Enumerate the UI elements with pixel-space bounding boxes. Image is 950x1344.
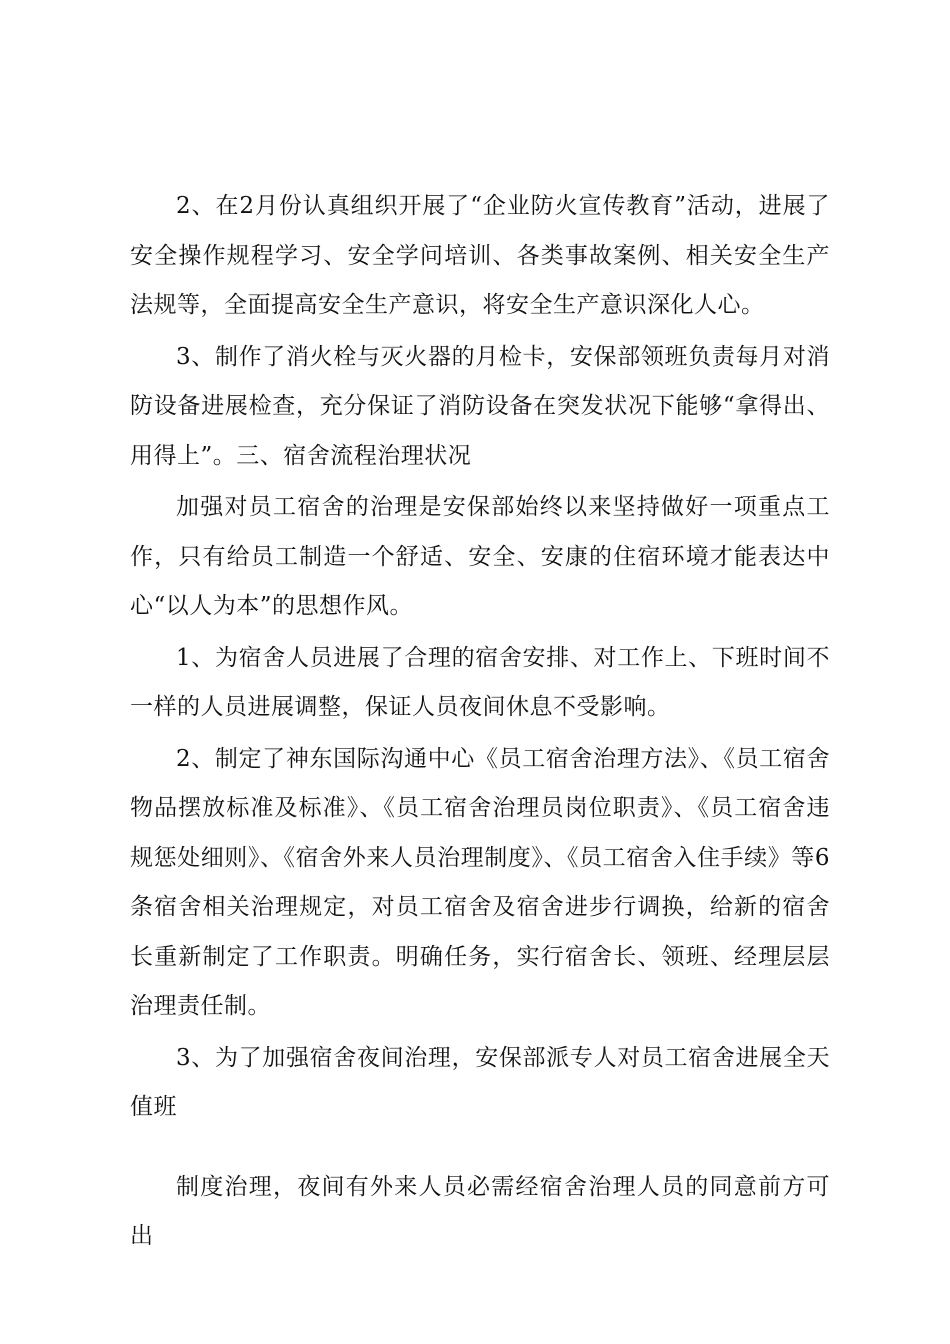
paragraph-dormitory-arrangement: 1、为宿舍人员进展了合理的宿舍安排、对工作上、下班时间不一样的人员进展调整，保证人员夜间休息不受影响。: [130, 644, 830, 720]
document-body: [130, 182, 830, 1264]
paragraph-dormitory-intro: 加强对员工宿舍的治理是安保部始终以来坚持做好一项重点工作，只有给员工制造一个舒适、安全、安康的住宿环境才能表达中心“以人为本”的思想作风。: [130, 494, 830, 619]
paragraph-night-management: 3、为了加强宿舍夜间治理，安保部派专人对员工宿舍进展全天值班: [130, 1044, 830, 1120]
paragraph-fire-education: 2、在2月份认真组织开展了“企业防火宣传教育”活动，进展了安全操作规程学习、安全学问培训、各类事故案例、相关安全生产法规等，全面提高安全生产意识，将安全生产意识深化人心。: [130, 193, 830, 318]
paragraph-night-management-continued: 制度治理，夜间有外来人员必需经宿舍治理人员的同意前方可出: [130, 1173, 830, 1249]
paragraph-fire-inspection: 3、制作了消火栓与灭火器的月检卡，安保部领班负责每月对消防设备进展检查，充分保证了消防设备在突发状况下能够“拿得出、用得上”。三、宿舍流程治理状况: [130, 343, 830, 469]
paragraph-dormitory-rules: 2、制定了神东国际沟通中心《员工宿舍治理方法》、《员工宿舍物品摆放标准及标准》、《员工宿舍治理员岗位职责》、《员工宿舍违规惩处细则》、《宿舍外来人员治理制度》、《员工宿舍入住手续》等6条宿舍相关治理规定，对员工宿舍及宿舍进步行调换，给新的宿舍长重新制定了工作职责。明确任务，实行宿舍长、领班、经理层层治理责任制。: [130, 745, 830, 1019]
